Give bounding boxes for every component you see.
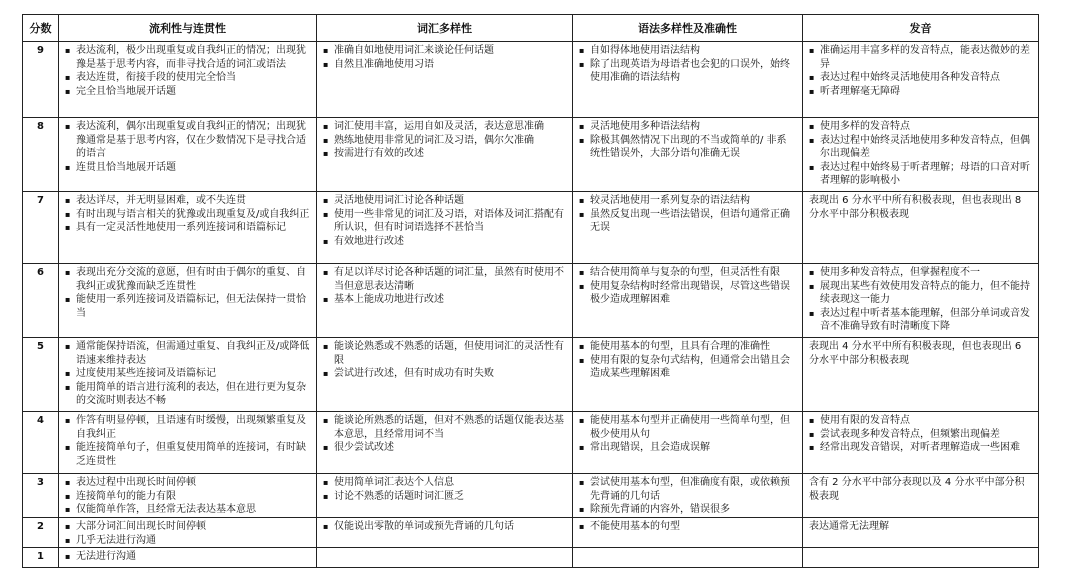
descriptor-item: ▪ 除了出现英语为母语者也会犯的口误外，始终使用准确的语法结构 — [577, 58, 796, 85]
table-row — [23, 192, 1039, 264]
descriptor-list — [63, 414, 310, 468]
descriptor-item: ▪ 展现出某些有效使用发音特点的能力，但不能持续表现这一能力 — [807, 280, 1032, 307]
descriptor-item: ▪ 能连接简单句子，但重复使用简单的连接词，有时缺乏连贯性 — [63, 441, 310, 468]
vocabulary-cell — [317, 474, 573, 518]
descriptor-item: ▪ 经常出现发音错误，对听者理解造成一些困难 — [807, 441, 1032, 455]
descriptor-text: 含有 2 分水平中部分表现以及 4 分水平中部分积极表现 — [809, 477, 1025, 502]
descriptor-item: ▪ 几乎无法进行沟通 — [63, 534, 310, 548]
descriptor-item: ▪ 连贯且恰当地展开话题 — [63, 161, 310, 175]
header-row — [23, 15, 1039, 42]
rubric-sheet — [22, 14, 1038, 568]
descriptor-item: ▪ 能使用基本句型并正确使用一些简单句型，但极少使用从句 — [577, 414, 796, 441]
descriptor-item: ▪ 作答有明显停顿，且语速有时缓慢，出现频繁重复及自我纠正 — [63, 414, 310, 441]
fluency-cell — [59, 338, 317, 412]
descriptor-item: ▪ 灵活地使用词汇讨论各种话题 — [321, 194, 566, 208]
descriptor-item: ▪ 较灵活地使用一系列复杂的语法结构 — [577, 194, 796, 208]
score-cell: 3 — [23, 474, 59, 518]
descriptor-item: ▪ 通常能保持语流，但需通过重复、自我纠正及/或降低语速来维持表达 — [63, 340, 310, 367]
descriptor-item: ▪ 过度使用某些连接词及语篇标记 — [63, 367, 310, 381]
header-fluency: 流利性与连贯性 — [59, 15, 317, 42]
descriptor-list — [807, 266, 1032, 334]
descriptor-item: ▪ 词汇使用丰富，运用自如及灵活，表达意思准确 — [321, 120, 566, 134]
table-row — [23, 42, 1039, 118]
descriptor-list — [63, 194, 310, 235]
descriptor-list — [63, 44, 310, 98]
fluency-cell — [59, 192, 317, 264]
grammar-cell — [573, 412, 803, 474]
descriptor-item: ▪ 不能使用基本的句型 — [577, 520, 796, 534]
descriptor-item: ▪ 大部分词汇间出现长时间停顿 — [63, 520, 310, 534]
descriptor-item: ▪ 听者理解毫无障碍 — [807, 85, 1032, 99]
descriptor-item: ▪ 常出现错误，且会造成误解 — [577, 441, 796, 455]
fluency-cell — [59, 42, 317, 118]
descriptor-item: ▪ 使用有限的复杂句式结构，但通常会出错且会造成某些理解困难 — [577, 354, 796, 381]
descriptor-list — [577, 340, 796, 381]
pronunciation-cell — [803, 264, 1039, 338]
descriptor-item: ▪ 按需进行有效的改述 — [321, 147, 566, 161]
table-body — [23, 42, 1039, 568]
descriptor-item: ▪ 很少尝试改述 — [321, 441, 566, 455]
descriptor-item: ▪ 除极其偶然情况下出现的不当或简单的/ 非系统性错误外，大部分语句准确无误 — [577, 134, 796, 161]
descriptor-text: 表现出 6 分水平中所有积极表现，但也表现出 8 分水平中部分积极表现 — [809, 195, 1022, 220]
table-row — [23, 338, 1039, 412]
grammar-cell — [573, 518, 803, 548]
vocabulary-cell — [317, 412, 573, 474]
score-cell: 9 — [23, 42, 59, 118]
grammar-cell — [573, 474, 803, 518]
descriptor-text: 表现出 4 分水平中所有积极表现，但也表现出 6 分水平中部分积极表现 — [809, 341, 1022, 366]
descriptor-item: ▪ 表达连贯，衔接手段的使用完全恰当 — [63, 71, 310, 85]
score-cell: 6 — [23, 264, 59, 338]
descriptor-list — [63, 120, 310, 174]
descriptor-list — [577, 44, 796, 85]
descriptor-item: ▪ 使用多样的发音特点 — [807, 120, 1032, 134]
descriptor-item: ▪ 能谈论熟悉或不熟悉的话题，但使用词汇的灵活性有限 — [321, 340, 566, 367]
descriptor-item: ▪ 使用复杂结构时经常出现错误，尽管这些错误极少造成理解困难 — [577, 280, 796, 307]
descriptor-list — [577, 194, 796, 235]
descriptor-list — [577, 414, 796, 455]
pronunciation-cell — [803, 192, 1039, 264]
score-cell: 2 — [23, 518, 59, 548]
descriptor-item: ▪ 尝试使用基本句型，但准确度有限，或依赖预先背诵的几句话 — [577, 476, 796, 503]
fluency-cell — [59, 412, 317, 474]
table-row — [23, 518, 1039, 548]
descriptor-item: ▪ 使用简单词汇表达个人信息 — [321, 476, 566, 490]
descriptor-item: ▪ 有效地进行改述 — [321, 235, 566, 249]
vocabulary-cell — [317, 518, 573, 548]
vocabulary-cell — [317, 42, 573, 118]
descriptor-item: ▪ 讨论不熟悉的话题时词汇匮乏 — [321, 490, 566, 504]
table-header — [23, 15, 1039, 42]
descriptor-list — [577, 476, 796, 517]
descriptor-item: ▪ 表达过程中始终灵活地使用多种发音特点，但偶尔出现偏差 — [807, 134, 1032, 161]
descriptor-list — [63, 476, 310, 517]
fluency-cell — [59, 474, 317, 518]
descriptor-list — [63, 266, 310, 320]
descriptor-item: ▪ 表达过程中始终易于听者理解；母语的口音对听者理解的影响极小 — [807, 161, 1032, 188]
descriptor-item: ▪ 自如得体地使用语法结构 — [577, 44, 796, 58]
descriptor-item: ▪ 灵活地使用多种语法结构 — [577, 120, 796, 134]
descriptor-list — [63, 550, 310, 564]
descriptor-list — [321, 120, 566, 161]
speaking-band-descriptors-table — [22, 14, 1039, 568]
descriptor-item: ▪ 准确自如地使用词汇来谈论任何话题 — [321, 44, 566, 58]
header-vocabulary: 词汇多样性 — [317, 15, 573, 42]
descriptor-item: ▪ 使用多种发音特点，但掌握程度不一 — [807, 266, 1032, 280]
descriptor-item: ▪ 准确运用丰富多样的发音特点，能表达微妙的差异 — [807, 44, 1032, 71]
header-score: 分数 — [23, 15, 59, 42]
descriptor-list — [321, 44, 566, 71]
descriptor-item: ▪ 基本上能成功地进行改述 — [321, 293, 566, 307]
descriptor-list — [577, 520, 796, 534]
descriptor-list — [63, 340, 310, 408]
descriptor-list — [321, 520, 566, 534]
descriptor-list — [321, 266, 566, 307]
descriptor-list — [577, 120, 796, 161]
vocabulary-cell — [317, 118, 573, 192]
descriptor-item: ▪ 尝试表现多种发音特点，但频繁出现偏差 — [807, 428, 1032, 442]
vocabulary-cell — [317, 192, 573, 264]
pronunciation-cell — [803, 412, 1039, 474]
descriptor-list — [321, 194, 566, 248]
pronunciation-cell — [803, 474, 1039, 518]
descriptor-item: ▪ 有足以详尽讨论各种话题的词汇量，虽然有时使用不当但意思表达清晰 — [321, 266, 566, 293]
fluency-cell — [59, 264, 317, 338]
descriptor-item: ▪ 完全且恰当地展开话题 — [63, 85, 310, 99]
descriptor-list — [577, 266, 796, 307]
grammar-cell — [573, 42, 803, 118]
pronunciation-cell — [803, 338, 1039, 412]
score-cell: 8 — [23, 118, 59, 192]
table-row — [23, 474, 1039, 518]
descriptor-list — [63, 520, 310, 547]
header-grammar: 语法多样性及准确性 — [573, 15, 803, 42]
descriptor-item: ▪ 使用一些非常见的词汇及习语，对语体及词汇搭配有所认识，但有时词语选择不甚恰当 — [321, 208, 566, 235]
descriptor-item: ▪ 能谈论所熟悉的话题，但对不熟悉的话题仅能表达基本意思，且经常用词不当 — [321, 414, 566, 441]
descriptor-item: ▪ 表现出充分交流的意愿，但有时由于偶尔的重复、自我纠正或犹豫而缺乏连贯性 — [63, 266, 310, 293]
descriptor-item: ▪ 熟练地使用非常见的词汇及习语，偶尔欠准确 — [321, 134, 566, 148]
fluency-cell — [59, 118, 317, 192]
grammar-cell — [573, 338, 803, 412]
descriptor-item: ▪ 表达过程中始终灵活地使用各种发音特点 — [807, 71, 1032, 85]
descriptor-item: ▪ 有时出现与语言相关的犹豫或出现重复及/或自我纠正 — [63, 208, 310, 222]
descriptor-list — [807, 120, 1032, 188]
descriptor-item: ▪ 表达流利，偶尔出现重复或自我纠正的情况；出现犹豫通常是基于思考内容，仅在少数情况下是寻找合适的语言 — [63, 120, 310, 161]
grammar-cell — [573, 192, 803, 264]
descriptor-item: ▪ 尝试进行改述，但有时成功有时失败 — [321, 367, 566, 381]
descriptor-list — [321, 414, 566, 455]
descriptor-item: ▪ 使用有限的发音特点 — [807, 414, 1032, 428]
descriptor-item: ▪ 仅能简单作答，且经常无法表达基本意思 — [63, 503, 310, 517]
table-row — [23, 264, 1039, 338]
score-cell: 4 — [23, 412, 59, 474]
descriptor-list — [321, 340, 566, 381]
descriptor-list — [807, 414, 1032, 455]
pronunciation-cell — [803, 518, 1039, 548]
descriptor-item: ▪ 具有一定灵活性地使用一系列连接词和语篇标记 — [63, 221, 310, 235]
descriptor-item: ▪ 仅能说出零散的单词或预先背诵的几句话 — [321, 520, 566, 534]
descriptor-item: ▪ 无法进行沟通 — [63, 550, 310, 564]
score-cell: 1 — [23, 548, 59, 568]
descriptor-item: ▪ 连接简单句的能力有限 — [63, 490, 310, 504]
table-row — [23, 412, 1039, 474]
score-cell: 5 — [23, 338, 59, 412]
descriptor-item: ▪ 能使用一系列连接词及语篇标记，但无法保持一贯恰当 — [63, 293, 310, 320]
descriptor-item: ▪ 自然且准确地使用习语 — [321, 58, 566, 72]
grammar-cell — [573, 264, 803, 338]
descriptor-item: ▪ 表达过程中出现长时间停顿 — [63, 476, 310, 490]
pronunciation-cell — [803, 118, 1039, 192]
descriptor-item: ▪ 能用简单的语言进行流利的表达，但在进行更为复杂的交流时则表达不畅 — [63, 381, 310, 408]
descriptor-item: ▪ 除预先背诵的内容外，错误很多 — [577, 503, 796, 517]
vocabulary-cell — [317, 264, 573, 338]
score-cell: 7 — [23, 192, 59, 264]
descriptor-item: ▪ 表达流利，极少出现重复或自我纠正的情况；出现犹豫是基于思考内容，而非寻找合适的词汇或语法 — [63, 44, 310, 71]
descriptor-item: ▪ 虽然反复出现一些语法错误，但语句通常正确无误 — [577, 208, 796, 235]
pronunciation-cell — [803, 42, 1039, 118]
vocabulary-cell — [317, 338, 573, 412]
header-pronunciation: 发音 — [803, 15, 1039, 42]
descriptor-list — [321, 476, 566, 503]
fluency-cell — [59, 518, 317, 548]
grammar-cell — [573, 118, 803, 192]
descriptor-item: ▪ 表达过程中听者基本能理解，但部分单词或音发音不准确导致有时清晰度下降 — [807, 307, 1032, 334]
descriptor-item: ▪ 能使用基本的句型，且具有合理的准确性 — [577, 340, 796, 354]
descriptor-item: ▪ 表达详尽，并无明显困难，或不失连贯 — [63, 194, 310, 208]
descriptor-list — [807, 44, 1032, 98]
descriptor-item: ▪ 结合使用简单与复杂的句型，但灵活性有限 — [577, 266, 796, 280]
table-row — [23, 118, 1039, 192]
descriptor-text: 表达通常无法理解 — [809, 521, 889, 532]
